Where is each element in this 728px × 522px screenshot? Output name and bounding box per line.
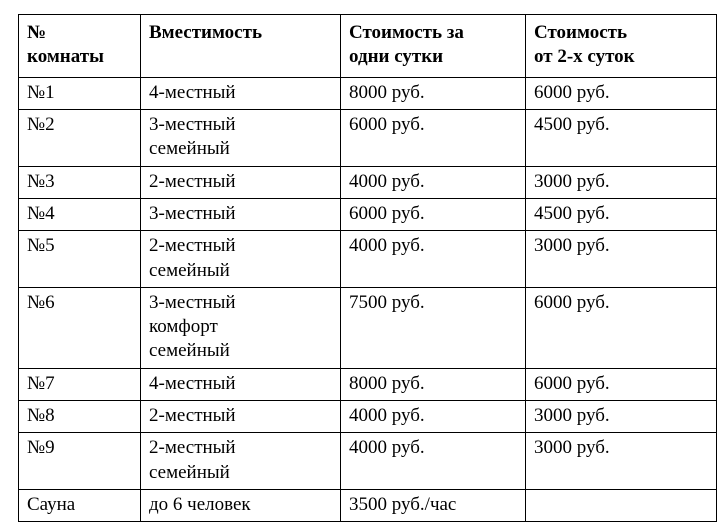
column-header-room-number: [19, 15, 141, 78]
cell-price-one-night: [341, 109, 526, 166]
cell-line: 3000 руб.: [534, 405, 610, 427]
cell-line: 6000 руб.: [349, 202, 425, 224]
cell-line: 6000 руб.: [534, 81, 610, 103]
cell-room-number: [19, 433, 141, 490]
cell-line: №9: [27, 437, 55, 459]
cell-line: №6: [27, 291, 55, 313]
cell-line: семейный: [149, 259, 230, 281]
cell-capacity: [141, 198, 341, 230]
cell-price-two-nights: [526, 287, 717, 368]
table-header-row: [19, 15, 717, 78]
cell-line: семейный: [149, 461, 230, 483]
cell-line: семейный: [149, 138, 230, 160]
cell-line: 7500 руб.: [349, 291, 425, 313]
cell-room-number: [19, 490, 141, 522]
room-price-table: [18, 14, 717, 522]
cell-line: 2-местный: [149, 405, 236, 427]
table-row: [19, 401, 717, 433]
cell-line: 3000 руб.: [534, 437, 610, 459]
cell-line: №3: [27, 170, 55, 192]
cell-line: 3-местный: [149, 113, 236, 135]
cell-capacity: [141, 287, 341, 368]
table-row: [19, 433, 717, 490]
cell-line: №1: [27, 81, 55, 103]
table-row: [19, 77, 717, 109]
table-row: [19, 368, 717, 400]
cell-price-one-night: [341, 198, 526, 230]
cell-line: 3-местный: [149, 291, 236, 313]
cell-room-number: [19, 368, 141, 400]
table-row: [19, 490, 717, 522]
cell-line: 4000 руб.: [349, 405, 425, 427]
cell-price-two-nights: [526, 109, 717, 166]
cell-line: №5: [27, 235, 55, 257]
cell-price-one-night: [341, 287, 526, 368]
cell-line: до 6 человек: [149, 494, 251, 515]
cell-line: №4: [27, 202, 55, 224]
cell-capacity: [141, 231, 341, 288]
cell-capacity: [141, 490, 341, 522]
column-header-price-one-night: [341, 15, 526, 78]
cell-line: 3-местный: [149, 202, 236, 224]
table-row: [19, 231, 717, 288]
cell-capacity: [141, 368, 341, 400]
cell-capacity: [141, 77, 341, 109]
cell-line: 4000 руб.: [349, 235, 425, 257]
cell-line: 3000 руб.: [534, 170, 610, 192]
cell-price-two-nights: [526, 166, 717, 198]
cell-line: 4000 руб.: [349, 437, 425, 459]
cell-price-two-nights: [526, 401, 717, 433]
cell-line: 4000 руб.: [349, 170, 425, 192]
cell-room-number: [19, 198, 141, 230]
cell-line: 3000 руб.: [534, 235, 610, 257]
column-header-capacity: [141, 15, 341, 78]
cell-line: 4-местный: [149, 372, 236, 394]
cell-room-number: [19, 109, 141, 166]
cell-price-one-night: [341, 77, 526, 109]
cell-capacity: [141, 109, 341, 166]
cell-line: от 2-х суток: [534, 46, 635, 68]
cell-capacity: [141, 166, 341, 198]
table-row: [19, 166, 717, 198]
cell-capacity: [141, 401, 341, 433]
cell-line: 2-местный: [149, 437, 236, 459]
cell-price-two-nights: [526, 368, 717, 400]
cell-room-number: [19, 77, 141, 109]
cell-price-one-night: [341, 490, 526, 522]
cell-line: комнаты: [27, 46, 104, 68]
cell-line: 4500 руб.: [534, 113, 610, 135]
cell-line: комфорт: [149, 316, 218, 338]
cell-line: 2-местный: [149, 235, 236, 257]
cell-line: №7: [27, 372, 55, 394]
cell-room-number: [19, 287, 141, 368]
cell-room-number: [19, 231, 141, 288]
cell-price-two-nights: [526, 198, 717, 230]
cell-line: 6000 руб.: [349, 113, 425, 135]
cell-room-number: [19, 401, 141, 433]
cell-line: 4500 руб.: [534, 202, 610, 224]
cell-line: Стоимость за: [349, 22, 464, 43]
cell-price-one-night: [341, 401, 526, 433]
cell-price-two-nights: [526, 433, 717, 490]
cell-room-number: [19, 166, 141, 198]
cell-line: Сауна: [27, 494, 76, 515]
table-row: [19, 198, 717, 230]
table-row: [19, 109, 717, 166]
cell-line: 6000 руб.: [534, 372, 610, 394]
cell-line: №8: [27, 405, 55, 427]
cell-line: Стоимость: [534, 22, 628, 43]
cell-line: 8000 руб.: [349, 81, 425, 103]
table-row: [19, 287, 717, 368]
cell-price-two-nights: [526, 77, 717, 109]
cell-line: №: [27, 22, 47, 43]
cell-line: 8000 руб.: [349, 372, 425, 394]
cell-line: 6000 руб.: [534, 291, 610, 313]
cell-price-two-nights: [526, 231, 717, 288]
cell-price-one-night: [341, 368, 526, 400]
cell-capacity: [141, 433, 341, 490]
cell-price-one-night: [341, 166, 526, 198]
cell-price-one-night: [341, 231, 526, 288]
cell-price-two-nights: [526, 490, 717, 522]
cell-line: 3500 руб./час: [349, 494, 457, 515]
column-header-price-two-nights: [526, 15, 717, 78]
cell-line: Вместимость: [149, 22, 262, 43]
cell-price-one-night: [341, 433, 526, 490]
cell-line: семейный: [149, 340, 230, 362]
cell-line: 4-местный: [149, 81, 236, 103]
cell-line: №2: [27, 113, 55, 135]
cell-line: 2-местный: [149, 170, 236, 192]
table-body: [19, 77, 717, 522]
cell-line: одни сутки: [349, 46, 444, 68]
table-header: [19, 15, 717, 78]
